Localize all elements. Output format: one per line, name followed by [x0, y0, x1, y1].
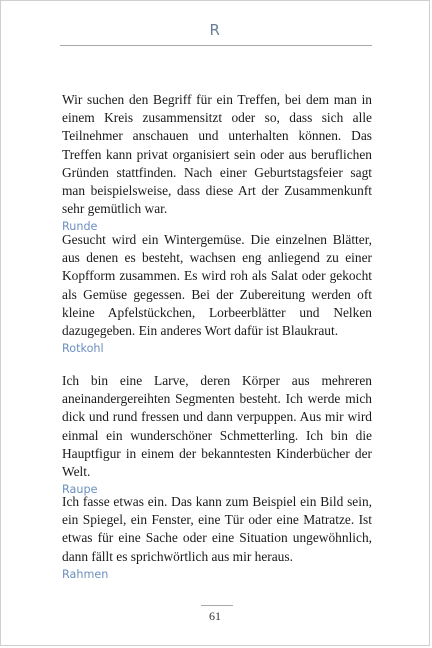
section-letter: R [209, 21, 221, 39]
page-number: 61 [209, 609, 221, 623]
riddle-entry [62, 91, 372, 235]
riddle-answer: Rotkohl [62, 342, 104, 356]
riddle-text: Ich fasse etwas ein. Das kann zum Beispiel ein Bild sein, ein Spiegel, ein Fenster, eine Tür oder eine Matratze. Ist etwas für eine Sache oder eine Situation ungewöhnlich, dann fällt es sprichwörtlich aus mir heraus. [62, 494, 372, 564]
header-divider [60, 45, 372, 46]
riddle-answer: Runde [62, 220, 98, 234]
riddle-text: Gesucht wird ein Wintergemüse. Die einzelnen Blätter, aus denen es besteht, wachsen eng anliegend zu einer Kopfform zusammen. Es wird roh als Salat oder gekocht als Gemüse gegessen. Bei der Zubereitung werden oft kleine Apfelstückchen, Lorbeerblätter und Nelken dazugegeben. Ein anderes Wort dafür ist Blaukraut. [62, 232, 372, 339]
footer-divider [201, 605, 233, 606]
riddle-text: Wir suchen den Begriff für ein Treffen, bei dem man in einem Kreis zusammensitzt oder so, dass sich alle Teilnehmer anschauen und unterhalten können. Das Treffen kann privat organisiert sein oder aus beruflichen Gründen stattfinden. Nach einer Geburtstagsfeier sagt man beispielsweise, dass diese Art der Zusammenkunft sehr gemütlich war. [62, 92, 372, 217]
riddle-text: Ich bin eine Larve, deren Körper aus mehreren aneinandergereihten Segmenten besteht. Ich werde mich dick und rund fressen und dann verpuppen. Aus mir wird einmal ein wunderschöner Schmetterling. Ich bin die Hauptfigur in einem der bekanntesten Kinderbücher der Welt. [62, 373, 372, 480]
riddle-entry [62, 231, 372, 357]
riddle-entry [62, 493, 372, 583]
riddle-answer: Rahmen [62, 567, 109, 581]
riddle-entry [62, 372, 372, 498]
riddle-answer: Raupe [62, 483, 98, 497]
